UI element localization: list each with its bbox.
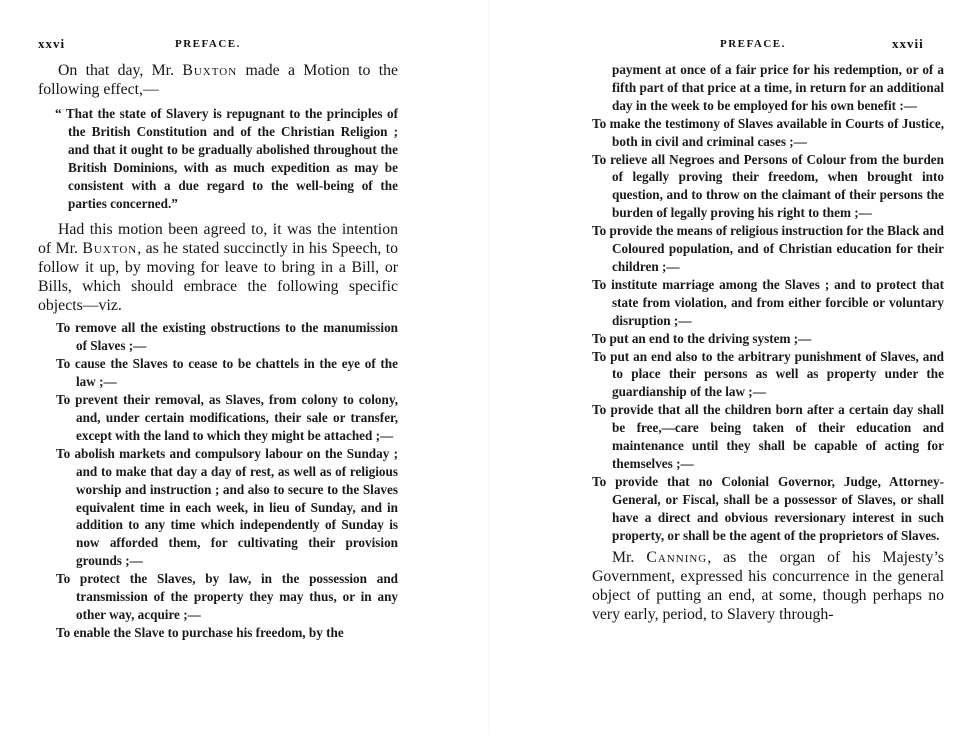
object-item: To put an end also to the arbitrary punishment of Slaves, and to place their persons as well as property under the guardianship of the law ;—: [592, 348, 944, 400]
object-item: To enable the Slave to purchase his freedom, by the: [56, 624, 344, 640]
left-page-number: xxvi: [38, 36, 66, 51]
motion-quote: “ That the state of Slavery is repugnant to the principles of the British Constitution and of the Christian Religion ; and that it ought to be gradually abolished throughout the British Dominions, with as much expedition as may be consistent with a due regard to the well-being of the parties concerned.”: [55, 106, 398, 211]
right-page-number: xxvii: [892, 36, 924, 51]
opening-paragraph: On that day, Mr. Buxton made a Motion to the following effect,—: [38, 62, 399, 98]
object-item: To provide the means of religious instruction for the Black and Coloured population, and of Christian education for their children ;—: [592, 223, 944, 274]
object-item: To put an end to the driving system ;—: [592, 330, 812, 346]
left-running-head: PREFACE.: [175, 38, 241, 50]
continued-item-text: payment at once of a fair price for his redemption, or of a fifth part of that price at a time, in return for an additional day in the week to be employed for his own benefit :—: [612, 62, 944, 113]
object-item: To relieve all Negroes and Persons of Colour from the burden of legally proving their freedom, when brought into question, and to throw on the claimant of their persons the burden of legally proving his right to them ;—: [592, 151, 944, 221]
object-item: To provide that no Colonial Governor, Judge, Attorney-General, or Fiscal, shall be a possessor of Slaves, or shall have a direct and obvious reversionary interest in such property, or shall be the agent of the proprietors of Slaves.: [592, 473, 944, 543]
object-item: To prevent their removal, as Slaves, from colony to colony, and, under certain modifications, their sale or transfer, except with the land to which they might be attached ;—: [56, 392, 398, 443]
object-item: To remove all the existing obstructions to the manumission of Slaves ;—: [56, 320, 398, 354]
left-page-body: [38, 61, 398, 642]
closing-paragraph: Mr. Canning, as the organ of his Majesty’s Government, expressed his concurrence in the general object of putting an end, at some, though perhaps no very early, period, to Slavery through-: [592, 549, 944, 624]
object-item: To protect the Slaves, by law, in the possession and transmission of the property they may thus, or in any other way, acquire ;—: [56, 571, 398, 622]
intention-paragraph: Had this motion been agreed to, it was the intention of Mr. Buxton, as he stated succinctly in his Speech, to follow it up, by moving for leave to bring in a Bill, or Bills, which should embrace the following specific objects—viz.: [38, 221, 398, 315]
object-item: To provide that all the children born after a certain day shall be free,—care being taken of their education and maintenance until they shall be capable of acting for themselves ;—: [592, 402, 944, 471]
object-item: To cause the Slaves to cease to be chattels in the eye of the law ;—: [56, 356, 398, 390]
right-page: [490, 0, 980, 735]
object-item: To abolish markets and compulsory labour on the Sunday ; and to make that day a day of rest, as well as of religious worship and instruction ; and also to secure to the Slaves equivalent time in each week, in lieu of Sunday, and in addition to any time which independently of Sunday is now afforded them, for cultivating their provision grounds ;—: [56, 445, 398, 569]
right-running-head: PREFACE.: [720, 38, 786, 50]
object-item: To make the testimony of Slaves available in Courts of Justice, both in civil and criminal cases ;—: [592, 115, 944, 149]
right-page-body: [592, 61, 944, 624]
object-item: To institute marriage among the Slaves ; and to protect that state from violation, and from either forcible or voluntary disruption ;—: [592, 276, 944, 328]
